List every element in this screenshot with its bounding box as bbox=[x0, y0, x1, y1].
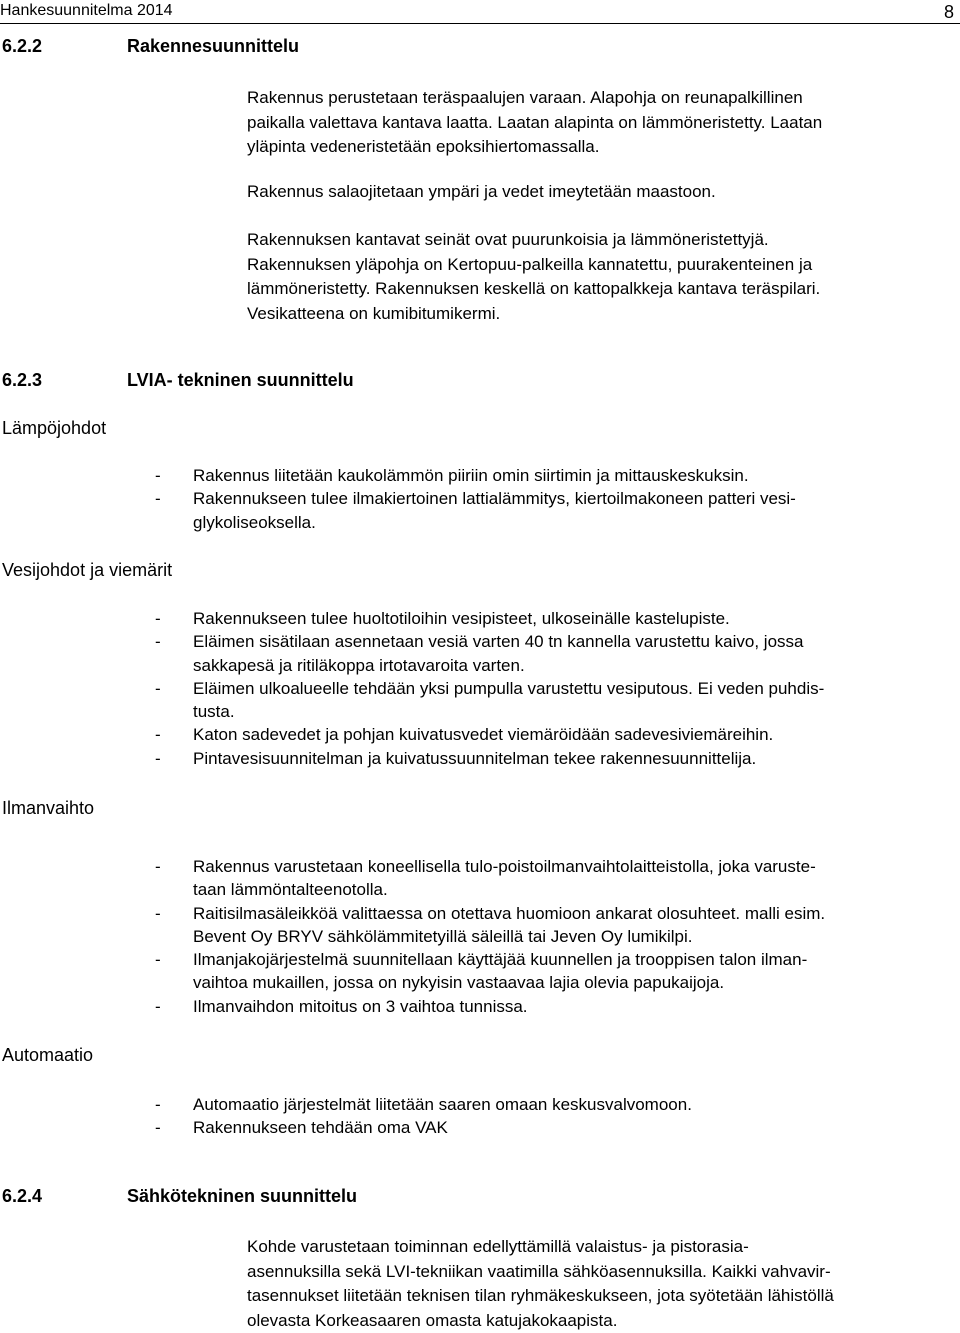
paragraph-structure bbox=[247, 228, 947, 326]
list-item: - Ilmanvaihdon mitoitus on 3 vaihtoa tunnissa. bbox=[153, 995, 943, 1018]
text-line: Rakennuksen kantavat seinät ovat puurunkoisia ja lämmöneristettyjä. bbox=[247, 228, 947, 253]
section-title-622: Rakennesuunnittelu bbox=[127, 36, 299, 57]
section-number-624: 6.2.4 bbox=[2, 1186, 42, 1207]
list-item: - Rakennus varustetaan koneellisella tulo-poistoilmanvaihtolaitteistolla, joka varuste- taan lämmöntalteenotolla. bbox=[153, 855, 943, 902]
list-item: - Raitisilmasäleikköä valittaessa on otettava huomioon ankarat olosuhteet. malli esim. Bevent Oy BRYV sähkölämmitetyillä säleillä tai Jeven Oy lumikilpi. bbox=[153, 902, 943, 949]
text-line: olevasta Korkeasaaren omasta katujakokaapista. bbox=[247, 1309, 947, 1333]
paragraph-foundation bbox=[247, 86, 947, 160]
subheading-ilmanvaihto: Ilmanvaihto bbox=[2, 798, 94, 819]
list-item: - Rakennukseen tehdään oma VAK bbox=[153, 1116, 943, 1139]
list-item: - Rakennus liitetään kaukolämmön piiriin omin siirtimin ja mittauskeskuksin. bbox=[153, 464, 943, 487]
section-title-624: Sähkötekninen suunnittelu bbox=[127, 1186, 357, 1207]
list-item: - Eläimen sisätilaan asennetaan vesiä varten 40 tn kannella varustettu kaivo, jossa sakkapesä ja ritiläkoppa irtotavaroita varten. bbox=[153, 630, 943, 677]
text-line: tasennukset liitetään teknisen tilan ryhmäkeskukseen, jota syötetään lähistöllä bbox=[247, 1284, 947, 1309]
list-lampojohdot bbox=[153, 464, 943, 534]
subheading-lampojohdot: Lämpöjohdot bbox=[2, 418, 106, 439]
paragraph-drainage bbox=[247, 180, 947, 205]
list-ilmanvaihto bbox=[153, 855, 943, 1018]
text-line: yläpinta vedeneristetään epoksihiertomassalla. bbox=[247, 135, 947, 160]
page-number: 8 bbox=[944, 2, 954, 23]
list-item: - Katon sadevedet ja pohjan kuivatusvedet viemäröidään sadevesiviemäreihin. bbox=[153, 723, 943, 746]
subheading-automaatio: Automaatio bbox=[2, 1045, 93, 1066]
section-title-623: LVIA- tekninen suunnittelu bbox=[127, 370, 354, 391]
list-item: - Rakennukseen tulee ilmakiertoinen lattialämmitys, kiertoilmakoneen patteri vesi- glykoliseoksella. bbox=[153, 487, 943, 534]
section-number-623: 6.2.3 bbox=[2, 370, 42, 391]
document-header-title: Hankesuunnitelma 2014 bbox=[0, 2, 173, 20]
text-line: asennuksilla sekä LVI-tekniikan vaatimilla sähköasennuksilla. Kaikki vahvavir- bbox=[247, 1260, 947, 1285]
list-item: - Rakennukseen tulee huoltotiloihin vesipisteet, ulkoseinälle kastelupiste. bbox=[153, 607, 943, 630]
text-line: Rakennus perustetaan teräspaalujen varaan. Alapohja on reunapalkillinen bbox=[247, 86, 947, 111]
list-item: - Pintavesisuunnitelman ja kuivatussuunnitelman tekee rakennesuunnittelija. bbox=[153, 747, 943, 770]
paragraph-electrical bbox=[247, 1235, 947, 1333]
section-number-622: 6.2.2 bbox=[2, 36, 42, 57]
list-item: - Ilmanjakojärjestelmä suunnitellaan käyttäjää kuunnellen ja trooppisen talon ilman- vaihtoa mukaillen, jossa on nykyisin vastaavaa lajia olevia papukaijoja. bbox=[153, 948, 943, 995]
list-vesijohdot bbox=[153, 607, 943, 770]
list-item: - Eläimen ulkoalueelle tehdään yksi pumpulla varustettu vesiputous. Ei veden puhdis- tusta. bbox=[153, 677, 943, 724]
text-line: lämmöneristetty. Rakennuksen keskellä on kattopalkkeja kantava teräspilari. bbox=[247, 277, 947, 302]
list-item: - Automaatio järjestelmät liitetään saaren omaan keskusvalvomoon. bbox=[153, 1093, 943, 1116]
text-line: paikalla valettava kantava laatta. Laatan alapinta on lämmöneristetty. Laatan bbox=[247, 111, 947, 136]
list-automaatio bbox=[153, 1093, 943, 1140]
text-line: Kohde varustetaan toiminnan edellyttämillä valaistus- ja pistorasia- bbox=[247, 1235, 947, 1260]
header-divider bbox=[0, 23, 960, 24]
subheading-vesijohdot: Vesijohdot ja viemärit bbox=[2, 560, 172, 581]
text-line: Vesikatteena on kumibitumikermi. bbox=[247, 302, 947, 327]
text-line: Rakennus salaojitetaan ympäri ja vedet imeytetään maastoon. bbox=[247, 180, 947, 205]
text-line: Rakennuksen yläpohja on Kertopuu-palkeilla kannatettu, puurakenteinen ja bbox=[247, 253, 947, 278]
